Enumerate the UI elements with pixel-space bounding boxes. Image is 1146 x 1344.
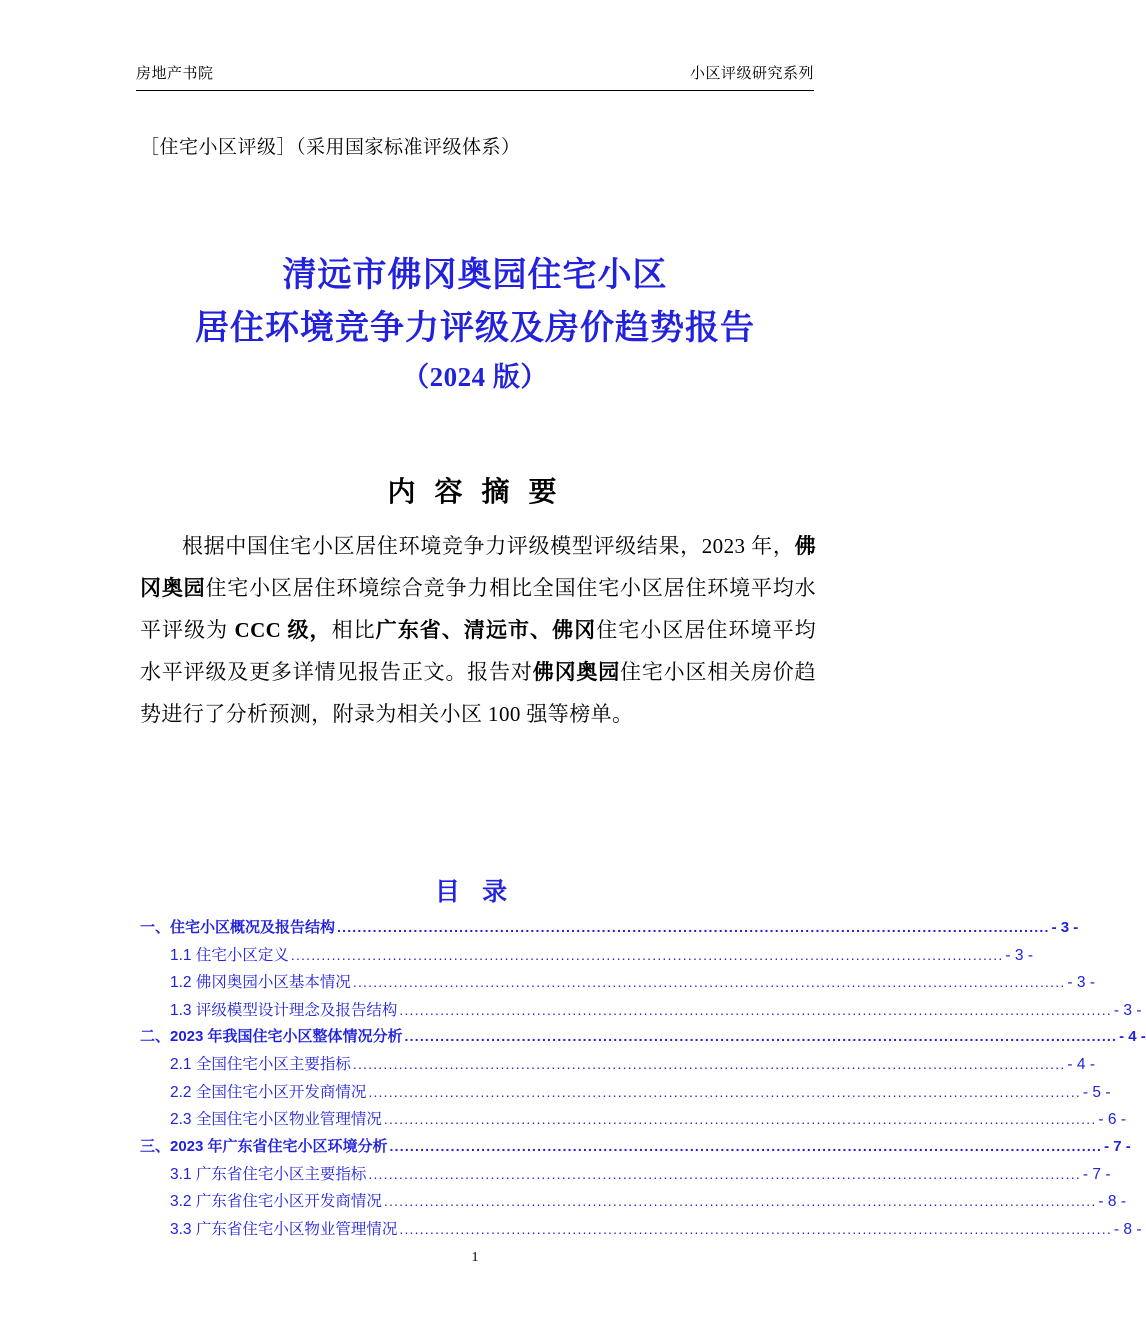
toc-entry-page: - 7 - bbox=[1082, 1165, 1111, 1183]
abstract-paragraph bbox=[140, 525, 816, 735]
toc-leader-dots: ............................................................................................................................................ bbox=[399, 1001, 1112, 1018]
toc-entry-label: 1.2 佛冈奥园小区基本情况 bbox=[170, 974, 351, 992]
abstract-heading: 内 容 摘 要 bbox=[387, 477, 563, 508]
toc-entry-label: 2.3 全国住宅小区物业管理情况 bbox=[170, 1111, 382, 1129]
toc-leader-dots: ............................................................................................................................................ bbox=[337, 919, 1050, 935]
toc-leader-dots: ............................................................................................................................................ bbox=[383, 1193, 1097, 1210]
toc-entry-page: - 8 - bbox=[1113, 1220, 1142, 1238]
toc-entry[interactable] bbox=[140, 1134, 1131, 1161]
toc-leader-dots: ............................................................................................................................................ bbox=[368, 1165, 1081, 1182]
toc-entry[interactable] bbox=[140, 969, 1095, 997]
toc-leader-dots: ............................................................................................................................................ bbox=[404, 1028, 1118, 1045]
toc-heading: 目 录 bbox=[434, 879, 516, 906]
abstract-run: CCC 级， bbox=[234, 618, 332, 642]
toc-entry-label: 二、2023 年我国住宅小区整体情况分析 bbox=[140, 1028, 403, 1046]
toc-entry-page: - 3 - bbox=[1067, 974, 1095, 992]
abstract-run: 根据中国住宅小区居住环境竞争力评级模型评级结果，2023 年， bbox=[182, 534, 795, 558]
toc-entry-page: - 5 - bbox=[1082, 1083, 1111, 1101]
toc-entry-page: - 3 - bbox=[1113, 1001, 1142, 1019]
report-title-line-1: 清远市佛冈奥园住宅小区 bbox=[282, 257, 668, 294]
toc-entry[interactable] bbox=[140, 1079, 1111, 1107]
toc-leader-dots: ............................................................................................................................................ bbox=[368, 1083, 1081, 1100]
abstract-run: 广东省、清远市、佛冈 bbox=[375, 618, 597, 642]
toc-entry-page: - 3 - bbox=[1051, 919, 1079, 936]
page-header bbox=[136, 62, 814, 83]
report-edition-year: （2024 版） bbox=[402, 362, 548, 393]
toc-entry-page: - 4 - bbox=[1119, 1028, 1146, 1046]
toc-entry-label: 一、住宅小区概况及报告结构 bbox=[140, 919, 336, 936]
toc-entry-label: 3.2 广东省住宅小区开发商情况 bbox=[170, 1193, 382, 1211]
toc-entry-page: - 8 - bbox=[1098, 1193, 1126, 1211]
toc-entry[interactable] bbox=[140, 1051, 1095, 1079]
table-of-contents bbox=[140, 915, 1146, 1243]
toc-entry[interactable] bbox=[140, 1161, 1111, 1189]
toc-entry[interactable] bbox=[140, 1216, 1142, 1244]
toc-entry-page: - 6 - bbox=[1098, 1111, 1126, 1129]
toc-entry[interactable] bbox=[140, 1188, 1126, 1216]
abstract-run: 相比 bbox=[331, 618, 376, 642]
toc-entry-page: - 3 - bbox=[1005, 946, 1033, 964]
toc-entry-label: 1.3 评级模型设计理念及报告结构 bbox=[170, 1001, 398, 1019]
toc-leader-dots: ............................................................................................................................................ bbox=[389, 1137, 1103, 1154]
abstract-run: 住宅小区居住环境综合竞争力相比全国住宅小区居住环境平均水平评级为 bbox=[140, 576, 817, 642]
toc-entry-label: 2.2 全国住宅小区开发商情况 bbox=[170, 1083, 367, 1101]
toc-entry-page: - 4 - bbox=[1067, 1056, 1095, 1074]
toc-entry-label: 三、2023 年广东省住宅小区环境分析 bbox=[140, 1137, 388, 1155]
abstract-run: 住宅小区相关房价趋势进行了分析预测，附录为相关小区 100 强等榜单。 bbox=[140, 660, 816, 726]
toc-leader-dots: ............................................................................................................................................ bbox=[352, 1056, 1066, 1073]
toc-entry[interactable] bbox=[140, 1024, 1146, 1051]
header-divider bbox=[136, 90, 814, 91]
toc-entry[interactable] bbox=[140, 1106, 1126, 1134]
header-left-text: 房地产书院 bbox=[136, 66, 214, 82]
header-right-text: 小区评级研究系列 bbox=[689, 66, 814, 82]
toc-leader-dots: ............................................................................................................................................ bbox=[383, 1111, 1097, 1128]
toc-leader-dots: ............................................................................................................................................ bbox=[399, 1220, 1112, 1237]
abstract-run: 佛冈奥园 bbox=[140, 534, 816, 600]
toc-leader-dots: ............................................................................................................................................ bbox=[352, 974, 1066, 991]
toc-entry-label: 3.1 广东省住宅小区主要指标 bbox=[170, 1165, 367, 1183]
abstract-run: 住宅小区居住环境平均水平评级及更多详情见报告正文。报告对 bbox=[140, 618, 817, 684]
toc-entry[interactable] bbox=[140, 997, 1142, 1025]
report-title-line-2: 居住环境竞争力评级及房价趋势报告 bbox=[195, 309, 755, 347]
toc-entry-label: 3.3 广东省住宅小区物业管理情况 bbox=[170, 1220, 398, 1238]
abstract-run: 佛冈奥园 bbox=[532, 660, 621, 684]
toc-entry-label: 2.1 全国住宅小区主要指标 bbox=[170, 1056, 351, 1074]
title-block bbox=[0, 250, 950, 401]
page-number-footer: 1 bbox=[471, 1250, 479, 1265]
toc-entry-label: 1.1 住宅小区定义 bbox=[170, 946, 289, 964]
toc-leader-dots: ............................................................................................................................................ bbox=[290, 946, 1004, 963]
toc-entry[interactable] bbox=[140, 942, 1033, 970]
toc-entry-page: - 7 - bbox=[1104, 1137, 1131, 1155]
toc-entry[interactable] bbox=[140, 915, 1079, 942]
report-category-line: ［住宅小区评级］（采用国家标准评级体系） bbox=[140, 137, 521, 158]
